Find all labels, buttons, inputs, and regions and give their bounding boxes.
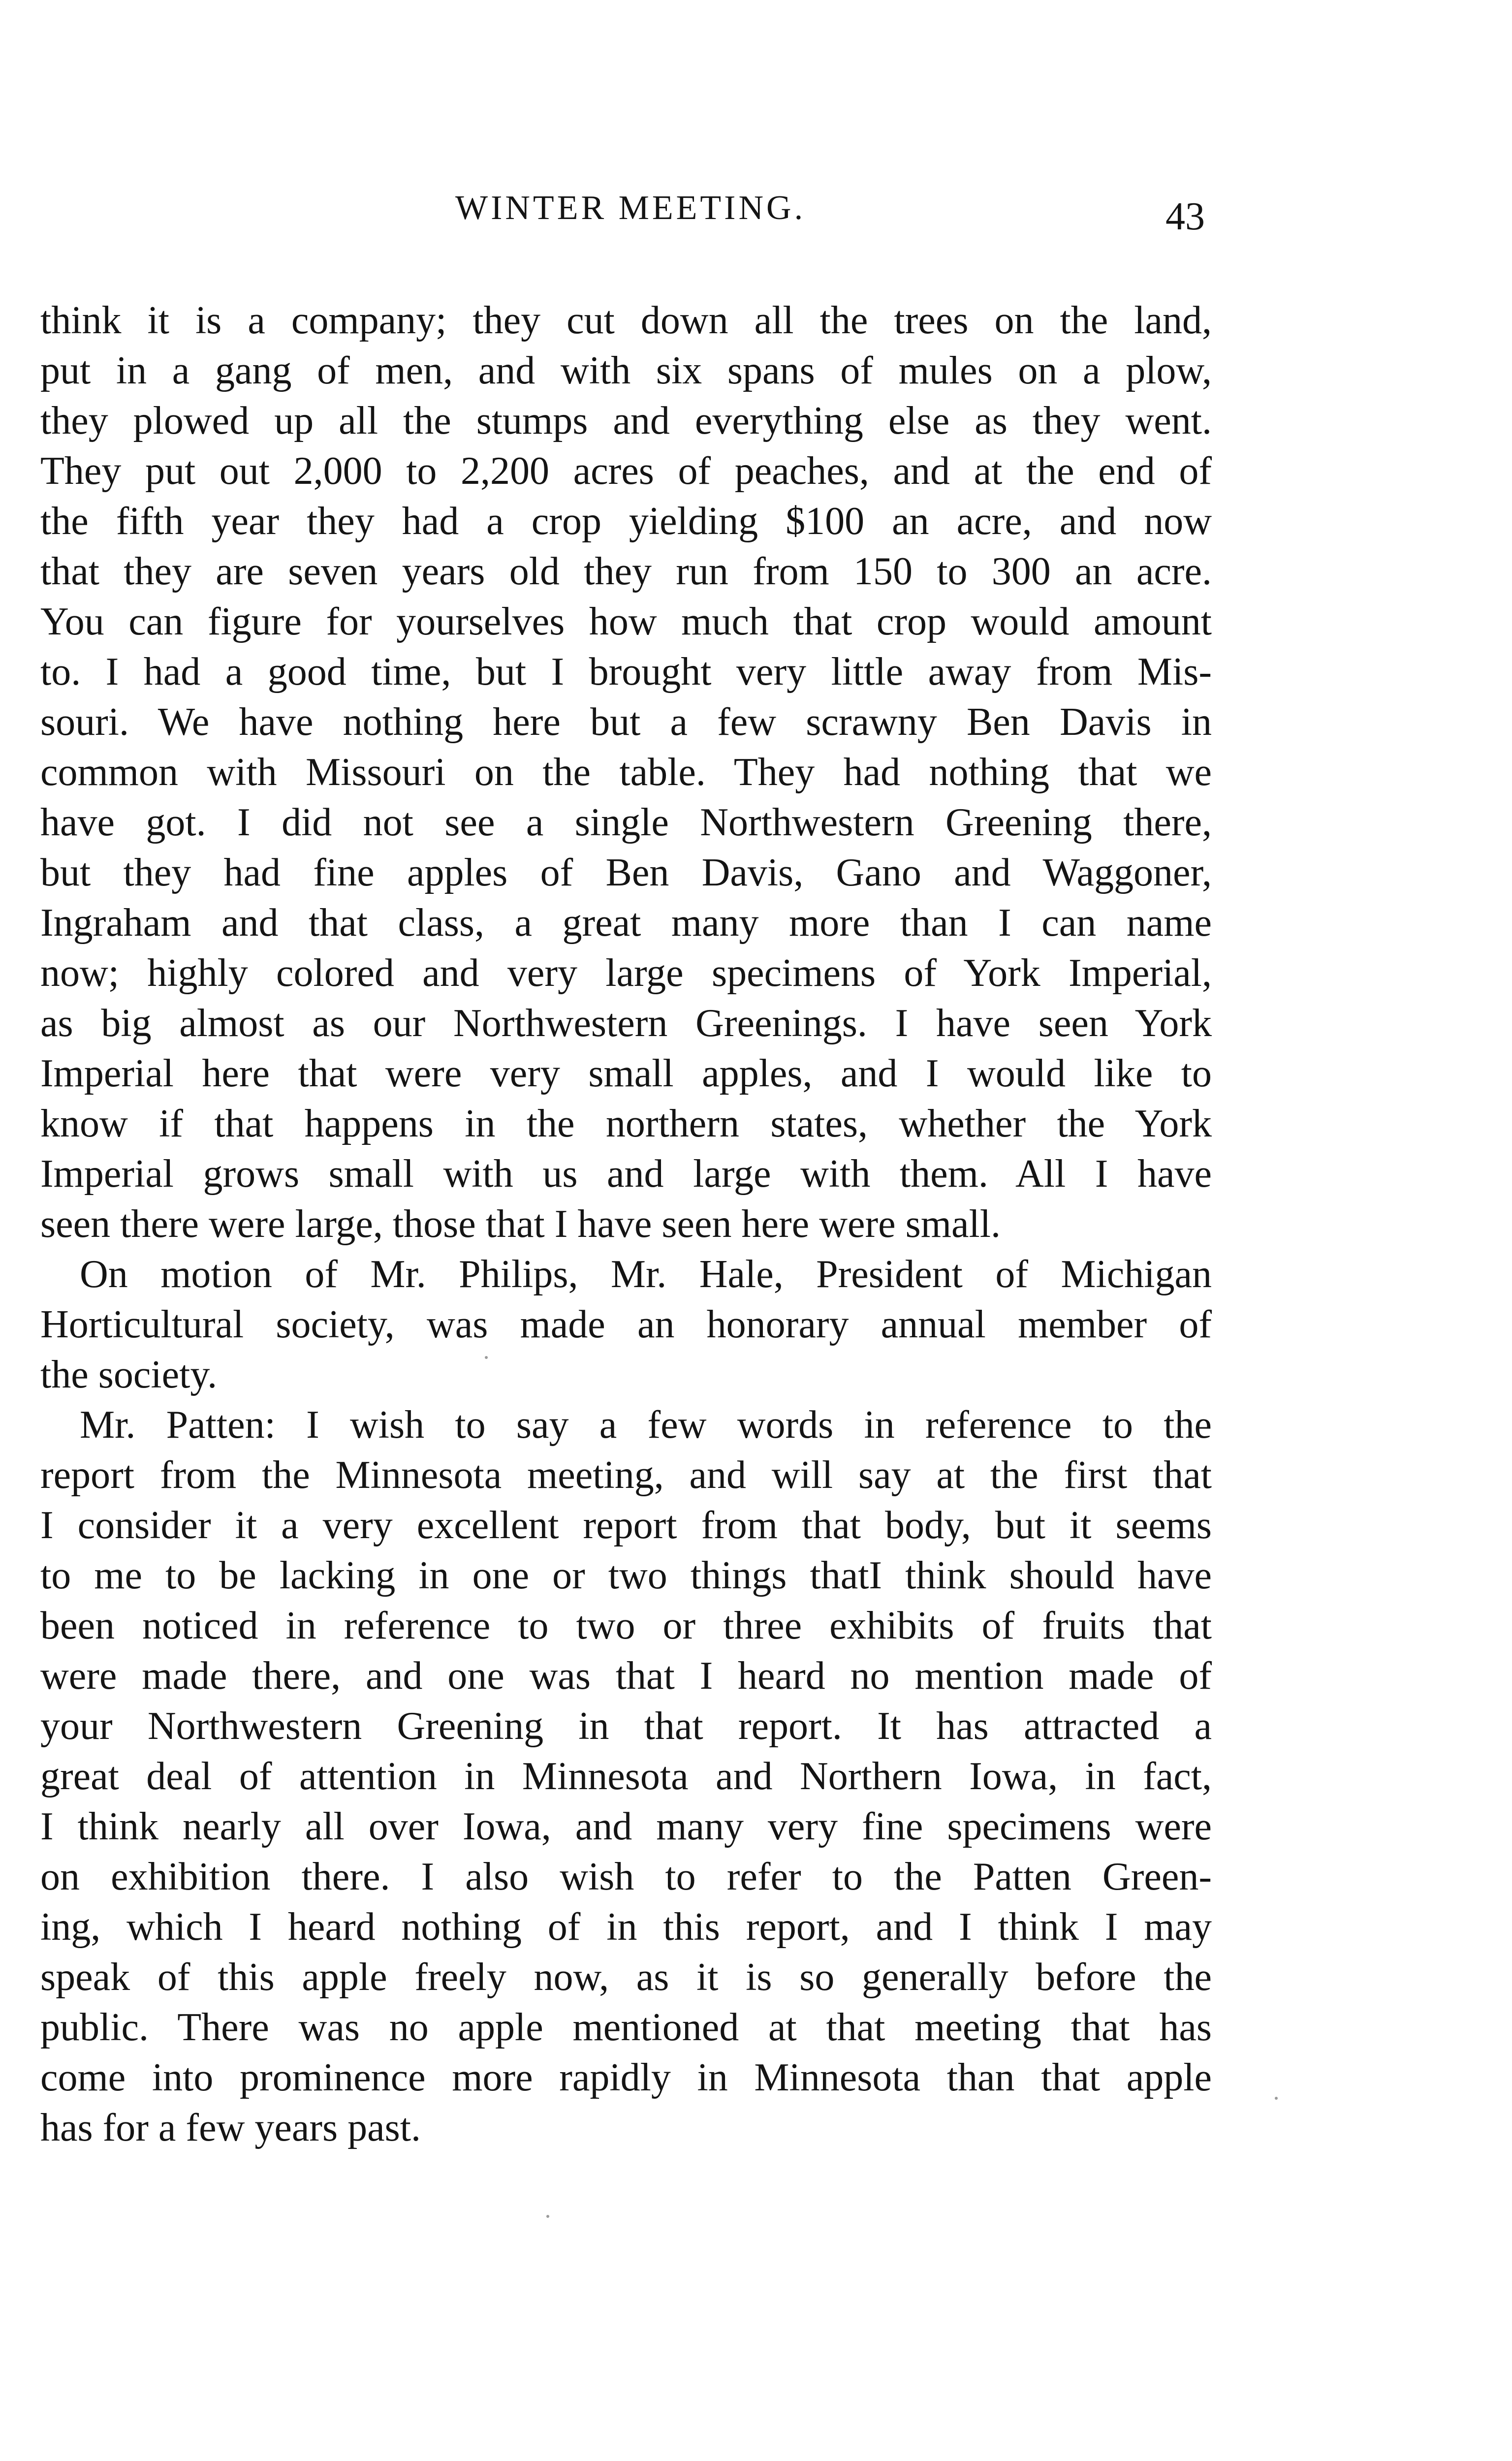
text-line: Imperial here that were very small apples, and I would like to xyxy=(40,1052,1212,1095)
text-line: souri. We have nothing here but a few scrawny Ben Davis in xyxy=(40,700,1212,744)
paper-speck xyxy=(1275,2097,1278,2100)
text-line: seen there were large, those that I have seen here were small. xyxy=(40,1202,1001,1246)
text-line: Ingraham and that class, a great many more than I can name xyxy=(40,901,1212,945)
text-line: know if that happens in the northern states, whether the York xyxy=(40,1102,1212,1145)
text-line: On motion of Mr. Philips, Mr. Hale, President of Michigan xyxy=(80,1253,1212,1296)
text-line: your Northwestern Greening in that report. It has attracted a xyxy=(40,1704,1212,1748)
text-line: on exhibition there. I also wish to refer to the Patten Green- xyxy=(40,1855,1212,1898)
text-line: common with Missouri on the table. They had nothing that we xyxy=(40,751,1212,794)
text-line: were made there, and one was that I heard no mention made of xyxy=(40,1654,1212,1698)
page-number: 43 xyxy=(1166,195,1205,238)
text-line: have got. I did not see a single Northwestern Greening there, xyxy=(40,801,1212,844)
text-line: Mr. Patten: I wish to say a few words in reference to the xyxy=(80,1403,1212,1447)
text-line: as big almost as our Northwestern Greenings. I have seen York xyxy=(40,1002,1212,1045)
paper-speck xyxy=(485,1356,488,1359)
text-line: report from the Minnesota meeting, and will say at the first that xyxy=(40,1453,1212,1497)
text-line: the society. xyxy=(40,1353,218,1396)
body-text xyxy=(40,295,1212,2153)
text-line: You can figure for yourselves how much that crop would amount xyxy=(40,600,1212,643)
text-line: the fifth year they had a crop yielding $100 an acre, and now xyxy=(40,500,1212,543)
running-title: WINTER MEETING. xyxy=(455,189,806,227)
text-line: I think nearly all over Iowa, and many very fine specimens were xyxy=(40,1805,1212,1848)
text-line: now; highly colored and very large specimens of York Imperial, xyxy=(40,951,1212,995)
text-line: Imperial grows small with us and large with them. All I have xyxy=(40,1152,1212,1196)
text-line: has for a few years past. xyxy=(40,2106,421,2149)
text-line: but they had fine apples of Ben Davis, Gano and Waggoner, xyxy=(40,851,1212,894)
text-line: put in a gang of men, and with six spans of mules on a plow, xyxy=(40,349,1212,392)
text-line: public. There was no apple mentioned at that meeting that has xyxy=(40,2006,1212,2049)
text-line: that they are seven years old they run from 150 to 300 an acre. xyxy=(40,550,1212,593)
text-line: They put out 2,000 to 2,200 acres of peaches, and at the end of xyxy=(40,449,1212,493)
text-line: think it is a company; they cut down all the trees on the land, xyxy=(40,299,1212,342)
text-line: ing, which I heard nothing of in this report, and I think I may xyxy=(40,1905,1212,1949)
text-line: great deal of attention in Minnesota and Northern Iowa, in fact, xyxy=(40,1755,1212,1798)
paper-speck xyxy=(546,2215,549,2218)
text-line: been noticed in reference to two or three exhibits of fruits that xyxy=(40,1604,1212,1647)
text-line: I consider it a very excellent report from that body, but it seems xyxy=(40,1504,1212,1547)
text-line: Horticultural society, was made an honorary annual member of xyxy=(40,1303,1212,1346)
text-line: to me to be lacking in one or two things thatI think should have xyxy=(40,1554,1212,1597)
text-line: they plowed up all the stumps and everything else as they went. xyxy=(40,399,1212,442)
text-line: to. I had a good time, but I brought very little away from Mis- xyxy=(40,650,1212,694)
text-line: come into prominence more rapidly in Minnesota than that apple xyxy=(40,2056,1212,2099)
text-line: speak of this apple freely now, as it is so generally before the xyxy=(40,1956,1212,1999)
